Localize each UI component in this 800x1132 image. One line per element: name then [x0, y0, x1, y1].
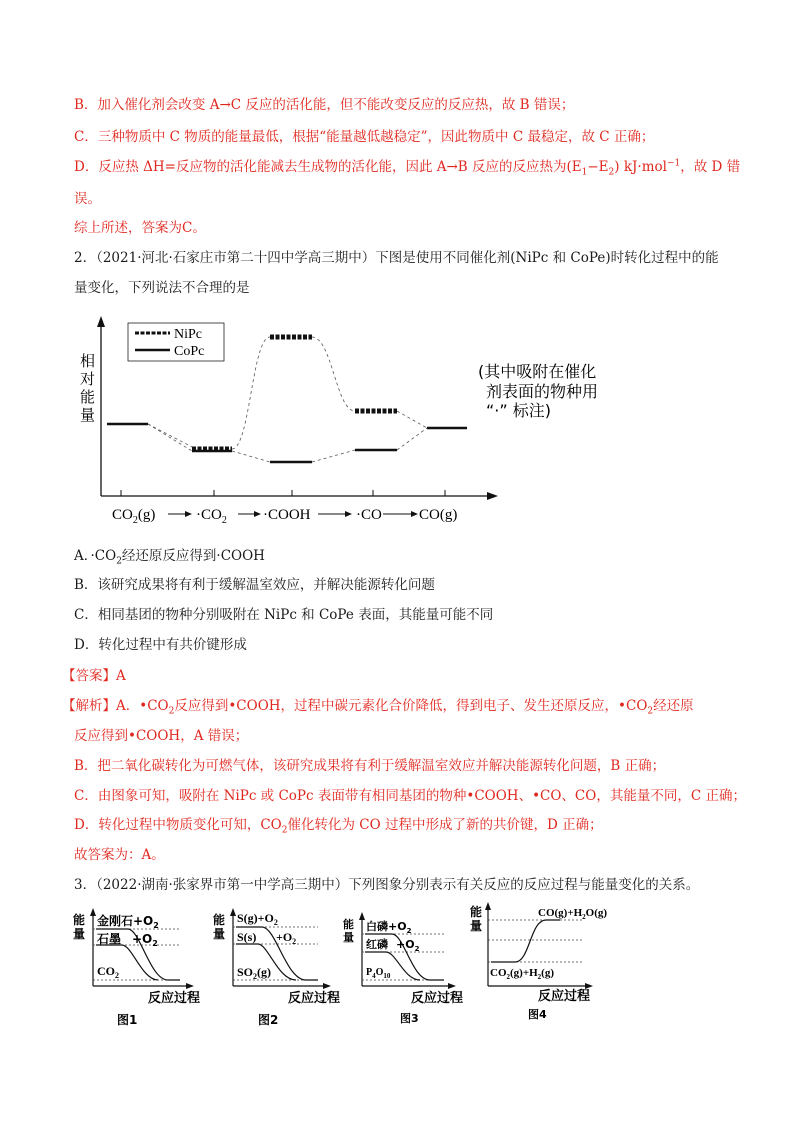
svg-text:量: 量: [213, 927, 226, 941]
svg-text:图3: 图3: [400, 1012, 419, 1025]
analysis-b: B．把二氧化碳转化为可燃气体，该研究成果将有利于缓解温室效应并解决能源转化问题，B 正确；: [74, 758, 666, 774]
note-line1: (其中吸附在催化: [478, 362, 597, 381]
note-line3: “·” 标注): [486, 401, 551, 420]
svg-text:反应过程: 反应过程: [538, 989, 591, 1004]
svg-text:能: 能: [73, 913, 86, 927]
q3-stem: 3．（2022·湖南·张家界市第一中学高三期中）下列图象分别表示有关反应的反应过程与能量变化的关系。: [74, 877, 700, 893]
q3-figure-2: [213, 908, 340, 1027]
option-d: D．转化过程中有共价键形成: [74, 637, 247, 653]
svg-text:P4O10: $P_4O_{10}$: [366, 967, 391, 980]
solution-d: D．反应热 ΔH=反应物的活化能减去生成物的活化能，因此 A→B 反应的反应热为$(E_1-E_2)$ kJ·mol$^{-1}$，故 D 错: [74, 158, 741, 178]
option-c: C．相同基团的物种分别吸附在 NiPc 和 CoPe 表面，其能量可能不同: [74, 607, 494, 623]
ylabel-char-3: 能: [80, 388, 96, 406]
analysis-a-cont: 反应得到•COOH，A 错误；: [74, 728, 249, 744]
svg-text:能: 能: [343, 918, 354, 931]
svg-text:S(g)+O2: $S(g)+O_2$: [237, 911, 278, 927]
ylabel-char-1: 相: [80, 352, 96, 370]
solution-c: C．三种物质中 C 物质的能量最低，根据“能量越低越稳定”，因此物质中 C 最稳定，故 C 正确；: [74, 129, 655, 145]
svg-text:+O2: $+O_2$: [132, 932, 158, 948]
xlabel-co-ads: ·CO: [356, 507, 382, 523]
answer: 【答案】A: [62, 668, 126, 684]
svg-text:S(s): S(s): [237, 930, 257, 944]
q3-figure-3: [343, 912, 463, 1025]
option-b: B．该研究成果将有利于缓解温室效应，并解决能源转化问题: [74, 577, 435, 593]
svg-text:金刚石+O2: 金刚石$+O_2$: [97, 914, 159, 930]
q2-stem-line1: 2．（2021·河北·石家庄市第二十四中学高三期中）下图是使用不同催化剂(NiPc 和 CoPe)时转化过程中的能: [74, 250, 719, 266]
svg-text:CO2(g)+H2(g): $CO_2(g)+H_2(g)$: [490, 967, 554, 981]
q2-stem-line2: 量变化，下列说法不合理的是: [74, 280, 250, 296]
svg-text:+O2: $+O_2$: [276, 930, 297, 946]
svg-text:SO2(g): $SO_2(g)$: [237, 965, 272, 981]
analysis-c: C．由图象可知，吸附在 NiPc 或 CoPc 表面带有相同基团的物种•COOH、•CO、CO，其能量不同，C 正确；: [74, 788, 746, 804]
solution-b: B．加入催化剂会改变 A→C 反应的活化能，但不能改变反应的反应热，故 B 错误；: [74, 97, 575, 113]
svg-text:CO(g)+H2O(g): $CO(g)+H_2O(g)$: [538, 907, 608, 921]
svg-text:红磷: 红磷: [366, 938, 388, 951]
svg-text:CO2: $CO_2$: [97, 964, 119, 980]
solution-summary: 综上所述，答案为C。: [74, 220, 206, 236]
analysis-d: D．转化过程中物质变化可知，$CO_2$催化转化为 CO 过程中形成了新的共价键，D 正确；: [74, 817, 603, 836]
svg-text:石墨: 石墨: [97, 932, 122, 946]
legend-nipc: NiPc: [174, 327, 202, 342]
xlabel-cog: CO(g): [419, 507, 458, 523]
svg-text:能: 能: [470, 905, 483, 919]
svg-text:量: 量: [73, 927, 86, 941]
svg-text:图1: 图1: [117, 1013, 138, 1027]
analysis-conclusion: 故答案为：A。: [74, 847, 165, 863]
svg-text:量: 量: [470, 919, 483, 933]
ylabel-char-4: 量: [80, 406, 96, 424]
svg-text:能: 能: [213, 913, 226, 927]
svg-text:反应过程: 反应过程: [288, 991, 341, 1006]
xlabel-co2-ads: $\cdot CO_2$: [196, 507, 227, 526]
svg-text:白磷+O2: 白磷$+O_2$: [366, 920, 412, 935]
q3-figure-4: [470, 902, 607, 1021]
svg-text:量: 量: [343, 931, 354, 944]
ylabel-char-2: 对: [80, 370, 96, 388]
svg-text:反应过程: 反应过程: [411, 991, 464, 1006]
svg-text:反应过程: 反应过程: [148, 991, 201, 1006]
q3-figure-1: [73, 908, 200, 1027]
solution-d-cont: 误。: [74, 191, 101, 207]
legend-copc: CoPc: [174, 344, 205, 359]
xlabel-cooh: ·COOH: [263, 507, 311, 523]
svg-text:图2: 图2: [258, 1013, 279, 1027]
svg-text:+O2: $+O_2$: [396, 938, 420, 953]
option-a: A．$\cdot CO_2$经还原反应得到·COOH: [74, 548, 265, 567]
note-line2: 剂表面的物种用: [486, 382, 599, 401]
svg-text:图4: 图4: [528, 1008, 547, 1021]
xlabel-co2g: $CO_2(g)$: [112, 507, 156, 526]
analysis-a: 【解析】A．$•CO_2$反应得到•COOH，过程中碳元素化合价降低，得到电子、发生还原反应，$•CO_2$经还原: [62, 698, 694, 717]
